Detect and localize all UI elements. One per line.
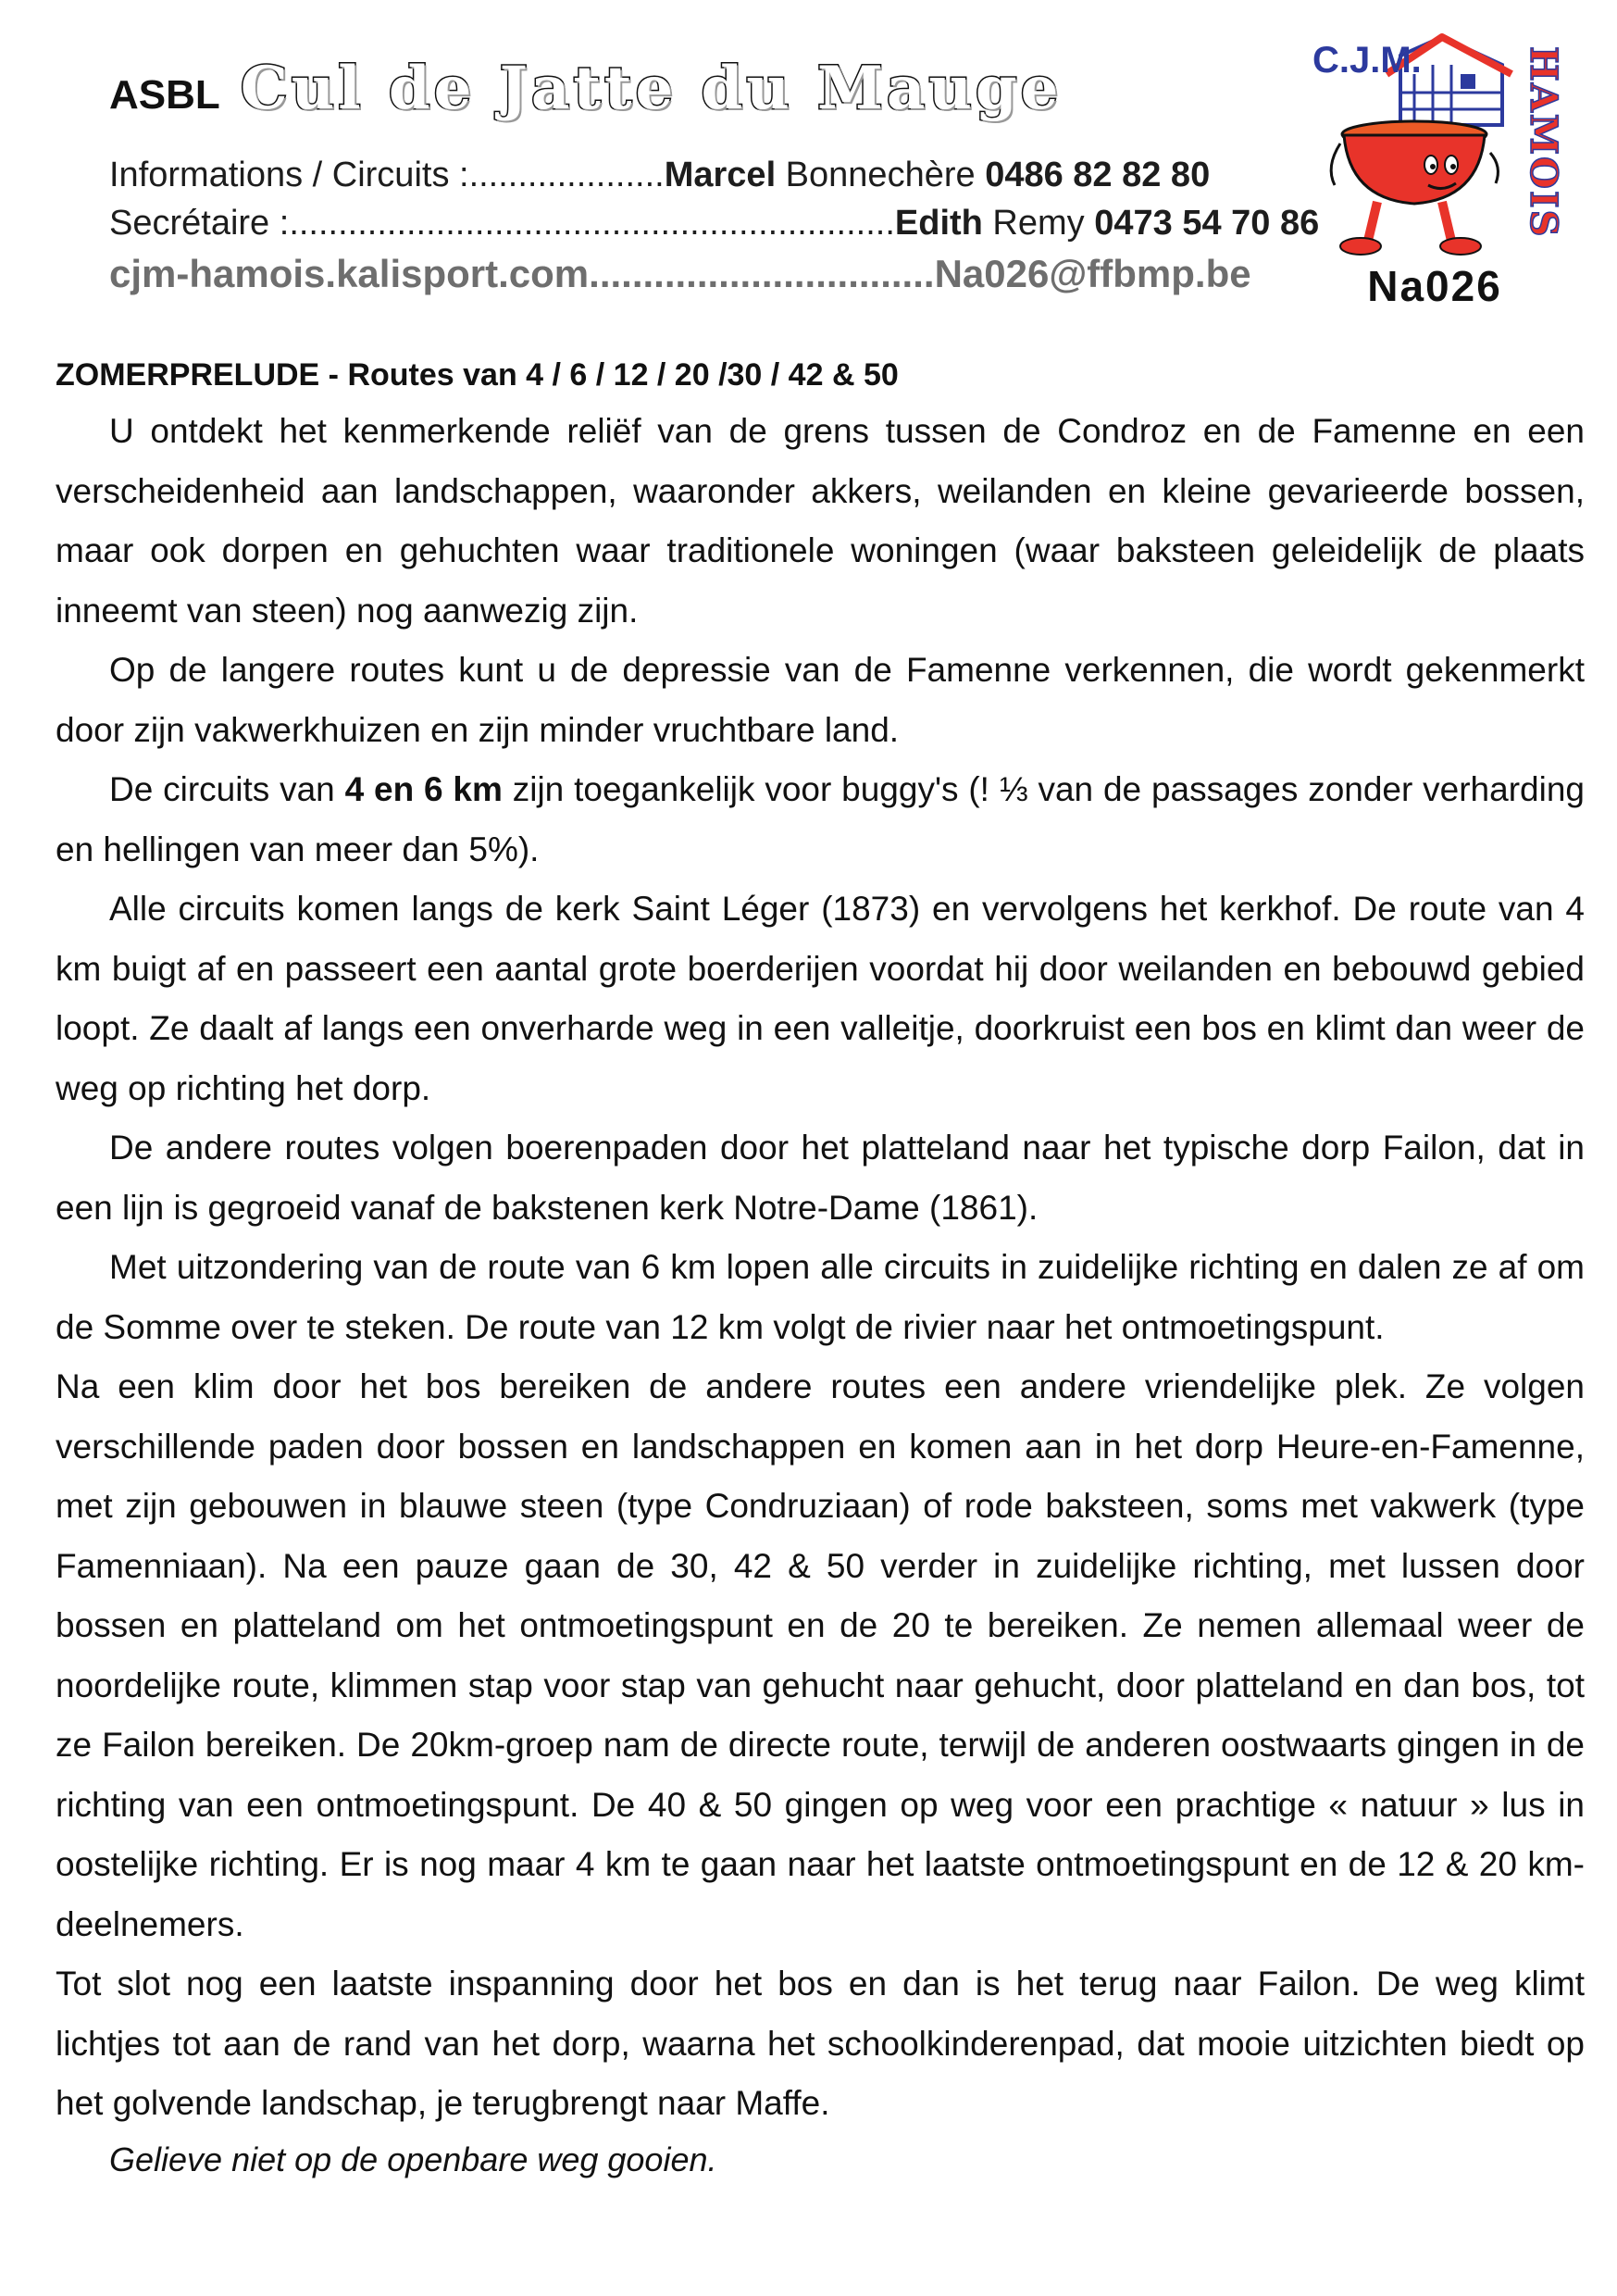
club-code: Na026 [1367, 262, 1502, 310]
info-label: Informations / Circuits : [109, 156, 469, 194]
secretary-contact-line [109, 204, 1319, 243]
logo-initials: C.J.M. [1312, 40, 1422, 81]
paragraph-7: Na een klim door het bos bereiken de andere routes een andere vriendelijke plek. Ze volgen verschillende paden door bossen en landschappen en komen aan in het dorp Heure-en-Famenne, met zijn gebouwen in blauwe steen (type Condruziaan) of rode baksteen, soms met vakwerk (type Famenniaan). Na een pauze gaan de 30, 42 & 50 verder in zuidelijke richting, met lussen door bossen en platteland om het ontmoetingspunt en de 20 te bereiken. Ze nemen allemaal weer de noordelijke route, klimmen stap voor stap van gehucht naar gehucht, door platteland en dan bos, tot ze Failon bereiken. De 20km-groep nam de directe route, terwijl de anderen oostwaarts gingen in de richting van een ontmoetingspunt. De 40 & 50 gingen op weg voor een prachtige « natuur » lus in oostelijke richting. Er is nog maar 4 km te gaan naar het laatste ontmoetingspunt en de 12 & 20 km-deelnemers. [56, 1367, 1585, 1943]
secretary-last-name: Remy [982, 204, 1095, 243]
header [109, 44, 1320, 322]
paragraph-3 [56, 760, 1585, 880]
website-link[interactable]: cjm-hamois.kalisport.com [109, 252, 590, 295]
paragraph-2: Op de langere routes kunt u de depressie van de Famenne verkennen, die wordt gekenmerkt door zijn vakwerkhuizen en zijn minder vruchtbare land. [56, 651, 1585, 749]
club-name: Cul de Jatte du Mauge [240, 54, 1063, 123]
dot-leader: .................... [468, 156, 665, 194]
bowl-mascot-icon [1331, 121, 1498, 255]
info-phone: 0486 82 82 80 [985, 156, 1211, 194]
article-heading: ZOMERPRELUDE - Routes van 4 / 6 / 12 / 20 /30 / 42 & 50 [56, 357, 899, 393]
secretary-phone: 0473 54 70 86 [1094, 204, 1320, 243]
footer-note: Gelieve niet op de openbare weg gooien. [109, 2140, 717, 2178]
club-logo-graphic [1312, 37, 1565, 268]
paragraph-4: Alle circuits komen langs de kerk Saint Léger (1873) en vervolgens het kerkhof. De route van 4 km buigt af en passeert een aantal grote boerderijen voordat hij door weilanden en bebouwd gebied loopt. Ze daalt af langs een onverharde weg in een valleitje, doorkruist een bos en klimt dan weer de weg op richting het dorp. [56, 890, 1585, 1107]
title-row [109, 54, 1062, 137]
web-contact-line [109, 252, 1251, 296]
paragraph-5: De andere routes volgen boerenpaden door het platteland naar het typische dorp Failon, dat in een lijn is gegroeid vanaf de bakstenen kerk Notre-Dame (1861). [56, 1129, 1585, 1227]
paragraph-3-end: zijn toegankelijk voor buggy's (! ⅓ van de passages zonder verharding en hellingen van meer dan 5%). [56, 770, 1585, 868]
secretary-first-name: Edith [894, 204, 983, 243]
email-link[interactable]: Na026@ffbmp.be [934, 252, 1251, 295]
paragraph-1: U ontdekt het kenmerkende reliëf van de grens tussen de Condroz en de Famenne en een verscheidenheid aan landschappen, waaronder akkers, weilanden en kleine gevarieerde bossen, maar ook dorpen en gehuchten waar traditionele woningen (waar baksteen geleidelijk de plaats inneemt van steen) nog aanwezig zijn. [56, 412, 1585, 630]
info-last-name: Bonnechère [776, 156, 986, 194]
paragraph-6: Met uitzondering van de route van 6 km lopen alle circuits in zuidelijke richting en dalen ze af om de Somme over te steken. De route van 12 km volgt de rivier naar het ontmoetingspunt. [56, 1248, 1585, 1346]
info-contact-line [109, 156, 1210, 195]
paragraph-8: Tot slot nog een laatste inspanning door het bos en dan is het terug naar Failon. De weg klimt lichtjes tot aan de rand van het dorp, waarna het schoolkinderenpad, dat mooie uitzichten biedt op het golvende landschap, je terugbrengt naar Maffe. [56, 1965, 1585, 2122]
logo-vertical-name: HAMOIS [1522, 46, 1565, 239]
paragraph-3-start: De circuits van [109, 770, 345, 808]
asbl-label: ASBL [109, 72, 220, 118]
info-first-name: Marcel [664, 156, 777, 194]
article [56, 350, 1585, 2186]
secretary-label: Secrétaire : [109, 204, 290, 243]
dot-leader: ................................ [589, 252, 935, 295]
dot-leader: .............................................................. [289, 204, 895, 243]
paragraph-3-bold: 4 en 6 km [344, 770, 503, 808]
